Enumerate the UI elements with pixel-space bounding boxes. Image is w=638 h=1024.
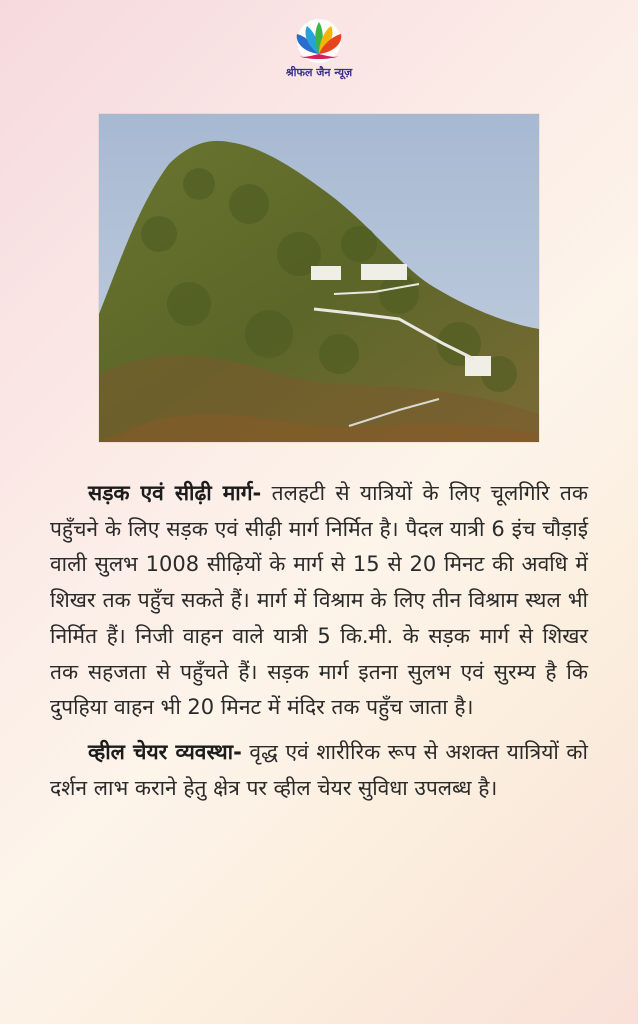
paragraph-road-stairs	[50, 476, 588, 726]
article-text	[50, 476, 588, 815]
logo-text: श्रीफल जैन न्यूज़	[285, 66, 353, 79]
paragraph-body: तलहटी से यात्रियों के लिए चूलगिरि तक पहुँचने के लिए सड़क एवं सीढ़ी मार्ग निर्मित है। पैदल यात्री 6 इंच चौड़ाई वाली सुलभ 1008 सीढ़ियों के मार्ग से 15 से 20 मिनट की अवधि में शिखर तक पहुँच सकते हैं। मार्ग में विश्राम के लिए तीन विश्राम स्थल भी निर्मित हैं। निजी वाहन वाले यात्री 5 कि.मी. के सड़क मार्ग से शिखर तक सहजता से पहुँचते हैं। सड़क मार्ग इतना सुलभ एवं सुरम्य है कि दुपहिया वाहन भी 20 मिनट में मंदिर तक पहुँच जाता है।	[50, 481, 588, 720]
hill-temple-photo	[99, 114, 539, 442]
lotus-icon	[289, 18, 349, 64]
paragraph-body: वृद्ध एवं शारीरिक रूप से अशक्त यात्रियों को दर्शन लाभ कराने हेतु क्षेत्र पर व्हील चेयर सुविधा उपलब्ध है।	[50, 739, 588, 800]
paragraph-wheelchair	[50, 735, 588, 806]
shreephal-jain-news-logo	[272, 18, 366, 88]
paragraph-heading: व्हील चेयर व्यवस्था-	[88, 739, 242, 764]
paragraph-heading: सड़क एवं सीढ़ी मार्ग-	[88, 481, 262, 505]
